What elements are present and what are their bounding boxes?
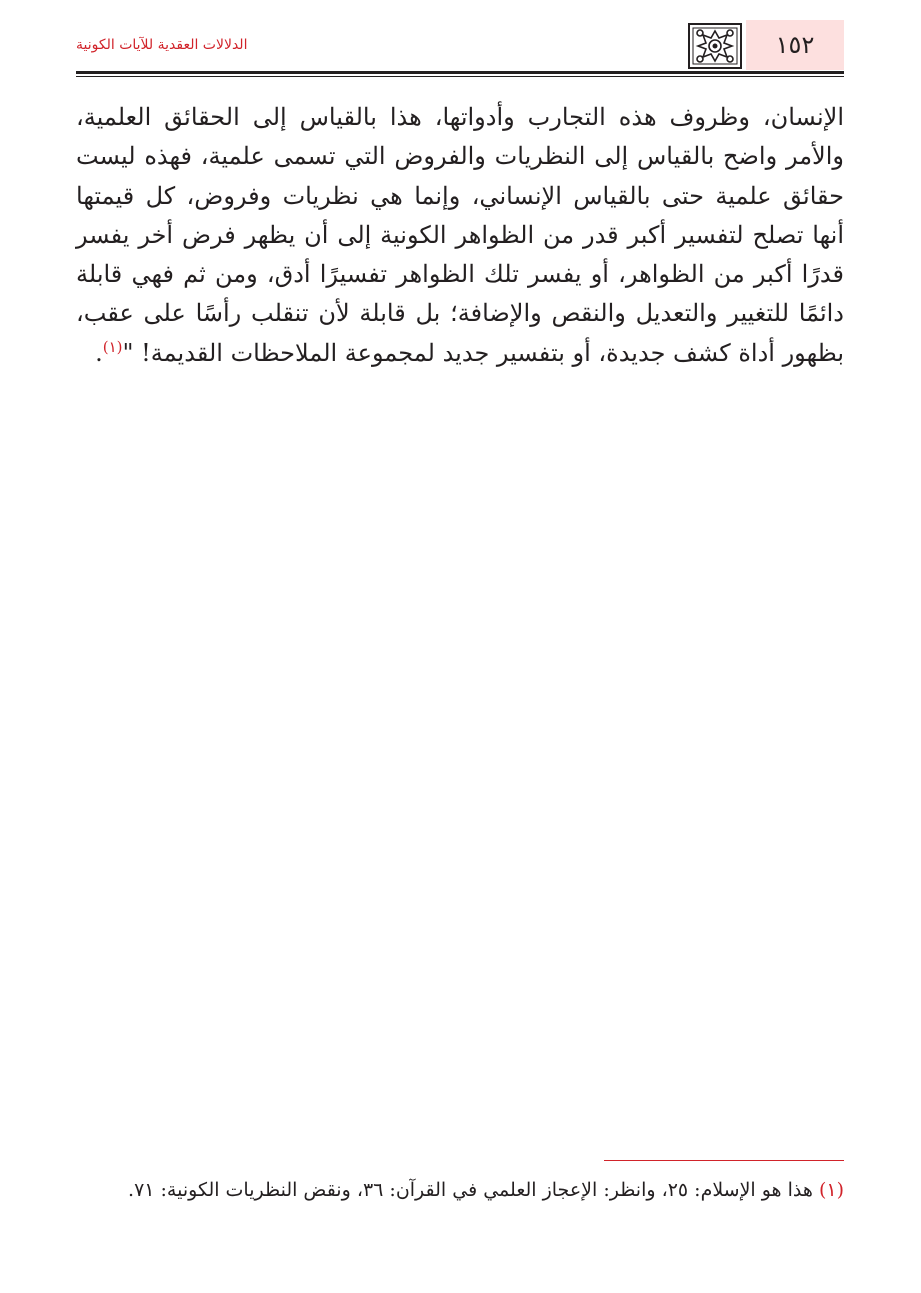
footnote-marker: (١) <box>818 1179 844 1201</box>
page-header <box>76 20 844 72</box>
footnote <box>76 1174 844 1207</box>
page-number: ١٥٢ <box>746 20 844 70</box>
footnote-divider <box>604 1160 844 1161</box>
body-paragraph <box>76 98 844 373</box>
paragraph-text: الإنسان، وظروف هذه التجارب وأدواتها، هذا بالقياس إلى الحقائق العلمية، والأمر واضح بالقياس إلى النظريات والفروض التي تسمى علمية، فهذه ليست حقائق علمية حتى بالقياس الإنساني، وإنما هي نظريات وفروض، كل قيمتها أنها تصلح لتفسير أكبر قدر من الظواهر الكونية إلى أن يظهر فرض أخر يفسر قدرًا أكبر من الظواهر، أو يفسر تلك الظواهر تفسيرًا أدق، ومن ثم فهي قابلة دائمًا للتغيير والتعديل والنقص والإضافة؛ بل قابلة لأن تنقلب رأسًا على عقب، بظهور أداة كشف جديدة، أو بتفسير جديد لمجموعة الملاحظات القديمة! " <box>76 103 845 367</box>
footnote-reference[interactable]: (١) <box>102 337 123 356</box>
header-divider <box>76 71 844 74</box>
end-punctuation: . <box>95 338 103 367</box>
footnote-text: هذا هو الإسلام: ٢٥، وانظر: الإعجاز العلمي في القرآن: ٣٦، ونقض النظريات الكونية: ٧١. <box>128 1179 813 1201</box>
islamic-star-ornament-icon <box>688 23 742 69</box>
book-title: الدلالات العقدية للآيات الكونية <box>76 37 248 53</box>
header-divider-thin <box>76 76 844 77</box>
